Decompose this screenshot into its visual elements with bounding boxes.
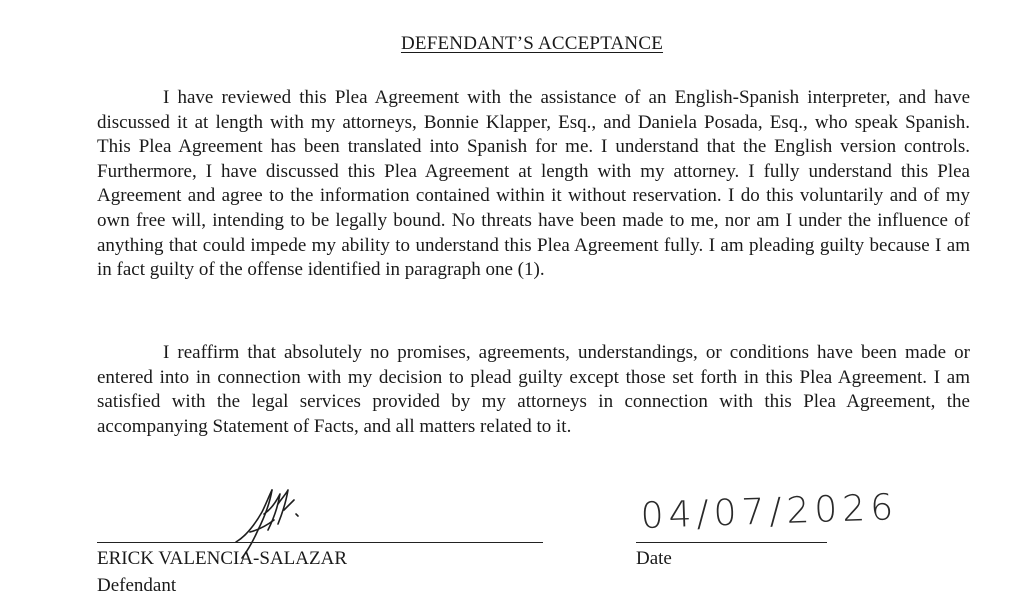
handwritten-date: 04/07/2026 (640, 487, 899, 537)
acceptance-paragraph-2: I reaffirm that absolutely no promises, agreements, understandings, or conditions have been made or entered into in connection with my decision to plead guilty except those set forth in this Plea Agreement. I am satisfied with the legal services provided by my attorneys in connection with this Plea Agreement, the accompanying Statement of Facts, and all matters related to it. (97, 342, 970, 437)
date-label: Date (636, 548, 672, 569)
defendant-name: ERICK VALENCIA-SALAZAR (97, 548, 347, 569)
date-signature-line (636, 542, 827, 543)
acceptance-paragraph-1: I have reviewed this Plea Agreement with the assistance of an English-Spanish interpreter, and have discussed it at length with my attorneys, Bonnie Klapper, Esq., and Daniela Posada, Esq., who speak Spanish. This Plea Agreement has been translated into Spanish for me. I understand that the English version controls. Furthermore, I have discussed this Plea Agreement at length with my attorney. I fully understand this Plea Agreement and agree to the information contained within it without reservation. I do this voluntarily and of my own free will, intending to be legally bound. No threats have been made to me, nor am I under the influence of anything that could impede my ability to understand this Plea Agreement fully. I am pleading guilty because I am in fact guilty of the offense identified in paragraph one (1). (97, 87, 970, 281)
defendant-signature-line (97, 542, 543, 543)
document-title: DEFENDANT’S ACCEPTANCE (400, 33, 664, 54)
defendant-role-label: Defendant (97, 575, 177, 596)
